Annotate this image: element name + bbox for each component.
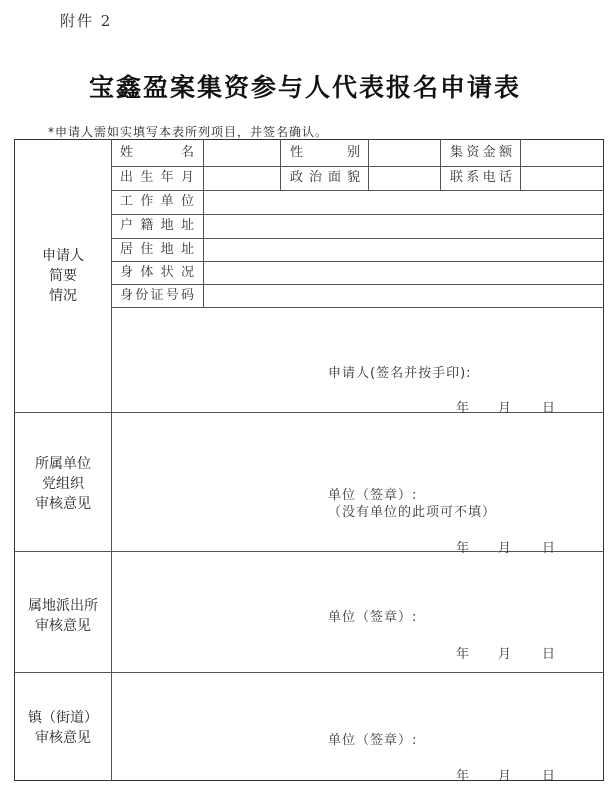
residence-label: 居住地址 [120,242,194,257]
attachment-number: 附件 2 [60,12,113,30]
applicant-section-label: 申请人 简要 情况 [42,248,84,304]
household-label: 户籍地址 [120,218,194,233]
date-month-label: 月 [498,647,512,662]
party-org-signature-label: 单位（签章）: [328,488,418,503]
workplace-label: 工作单位 [120,194,194,209]
date-year-label: 年 [456,541,470,556]
gender-label: 性 别 [290,145,360,160]
phone-label: 联系电话 [450,170,512,185]
name-label: 姓 名 [120,145,194,160]
form-instruction-note: *申请人需如实填写本表所列项目，并签名确认。 [48,125,329,139]
police-signature-label: 单位（签章）: [328,610,418,625]
date-month-label: 月 [498,769,512,784]
section-divider [14,412,604,413]
political-label: 政治面貌 [290,170,360,185]
date-day-label: 日 [542,401,556,416]
amount-label: 集资金额 [450,145,512,160]
field-row-divider [111,307,604,308]
date-day-label: 日 [542,647,556,662]
field-row-divider [111,190,604,191]
section-divider [14,551,604,552]
form-title: 宝鑫盈案集资参与人代表报名申请表 [88,73,521,102]
section-divider [14,672,604,673]
date-day-label: 日 [542,769,556,784]
field-row-divider [111,214,604,215]
town-signature-label: 单位（签章）: [328,733,418,748]
field-row-divider [111,238,604,239]
field-column-divider [440,139,441,190]
date-year-label: 年 [456,647,470,662]
applicant-signature-label: 申请人(签名并按手印): [328,366,472,381]
police-section-label: 属地派出所 审核意见 [28,598,98,634]
date-year-label: 年 [456,401,470,416]
field-column-divider [368,139,369,190]
party-org-section-label: 所属单位 党组织 审核意见 [35,456,91,512]
date-year-label: 年 [456,769,470,784]
field-row-divider [111,166,604,167]
party-org-optional-note: （没有单位的此项可不填） [328,505,497,520]
field-row-divider [111,261,604,262]
field-row-divider [111,284,604,285]
date-month-label: 月 [498,401,512,416]
field-column-divider [520,139,521,190]
field-column-divider [280,139,281,190]
town-section-label: 镇（街道） 审核意见 [28,710,98,746]
field-label-divider [203,139,204,307]
date-day-label: 日 [542,541,556,556]
date-month-label: 月 [498,541,512,556]
health-label: 身体状况 [120,265,194,280]
birth-label: 出生年月 [120,170,194,185]
id-number-label: 身份证号码 [120,288,194,303]
